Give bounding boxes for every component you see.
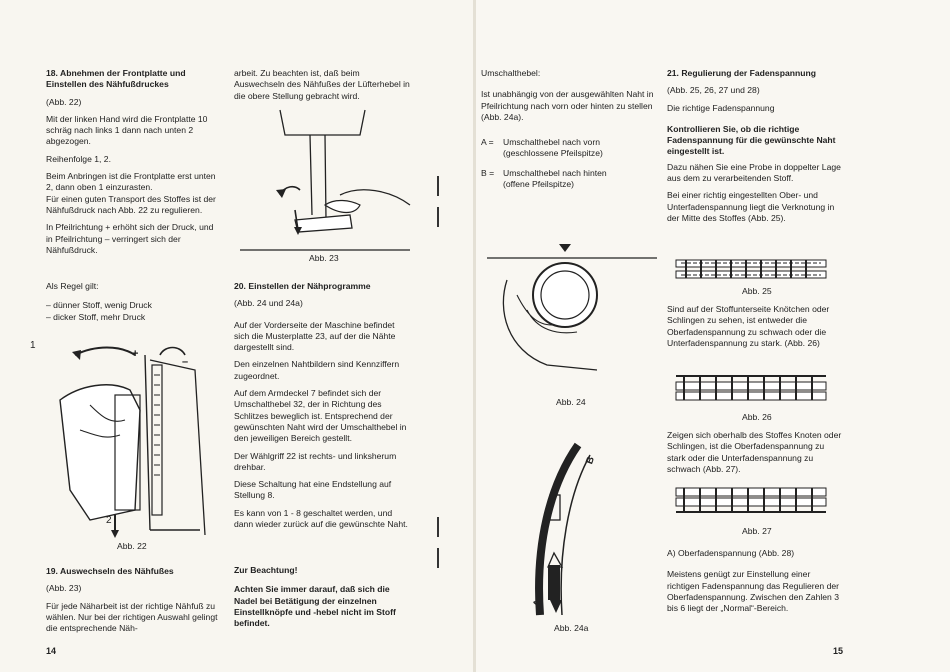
umschalthebel-text: Ist unabhängig von der ausgewählten Naht in Pfeilrichtung nach vorn oder hinten zu stellen (Abb. 24a). xyxy=(481,89,654,122)
definition-a-key: A = xyxy=(481,137,494,148)
section-20-p1: Auf der Vorderseite der Maschine befindet sich die Musterplatte 23, auf der die Nähte dargestellt sind. xyxy=(234,319,396,353)
section-18-p3: Beim Anbringen ist die Frontplatte erst unten 2, dann oben 1 einzurasten. xyxy=(46,171,216,193)
section-18-p5: In Pfeilrichtung + erhöht sich der Druck, und in Pfeilrichtung – verringert sich der Nähfußdruck. xyxy=(46,222,214,255)
figure-22-illustration xyxy=(50,340,220,540)
section-21-ref: (Abb. 25, 26, 27 und 28) xyxy=(667,85,760,96)
figure-26-stitch-diagram xyxy=(676,370,828,406)
figure-25-stitch-diagram xyxy=(676,258,828,282)
section-20-p2: Den einzelnen Nahtbildern sind Kennziffern zugeordnet. xyxy=(234,359,400,381)
note-text: Achten Sie immer darauf, daß sich die Nadel bei Betätigung der einzelnen Einstellknöpfe und -hebel nicht im Stoff befindet. xyxy=(234,584,396,629)
fig24-caption: Abb. 24 xyxy=(556,397,586,407)
page-number-left: 14 xyxy=(46,646,57,656)
figure-23-illustration xyxy=(240,110,410,250)
note-block xyxy=(234,565,410,635)
section-20-p6: Es kann von 1 - 8 geschaltet werden, und dann wieder zurück auf die gewünschte Naht. xyxy=(234,507,408,530)
section-21-p4: Bei einer richtig eingestellten Ober- und Unterfadenspannung liegt die Verknotung in der Mitte des Stoffes (Abb. 25). xyxy=(667,190,835,223)
fig22-label-2: 2 xyxy=(106,515,112,526)
staple-mark xyxy=(437,207,439,227)
section-20-p5: Diese Schaltung hat eine Endstellung auf Stellung 8. xyxy=(234,479,392,501)
definition-a xyxy=(481,137,655,160)
figure-27-stitch-diagram xyxy=(676,482,828,518)
fig24a-label-a: A xyxy=(531,598,545,609)
fig22-caption: Abb. 22 xyxy=(117,541,147,551)
rule-item: – dicker Stoff, mehr Druck xyxy=(46,311,146,322)
section-19-p1: Für jede Näharbeit ist der richtige Nähfuß zu wählen. Nur bei der richtigen Auswahl gelingt die entsprechende Näh- xyxy=(46,600,218,634)
definition-b-line1: Umschalthebel nach hinten xyxy=(503,167,607,178)
rule-title: Als Regel gilt: xyxy=(46,281,99,291)
section-19-ref: (Abb. 23) xyxy=(46,583,82,594)
section-21-p2: Kontrollieren Sie, ob die richtige Fadenspannung für die gewünschte Naht eingestellt ist. xyxy=(667,123,836,157)
definition-a-line1: Umschalthebel nach vorn xyxy=(503,137,600,148)
fig22-label-1: 1 xyxy=(30,340,36,351)
figure-24a-illustration xyxy=(530,445,600,620)
staple-mark xyxy=(437,517,439,537)
section-18-title: 18. Abnehmen der Frontplatte und Einstellen des Nähfußdruckes xyxy=(46,68,186,90)
section-a-title: A) Oberfadenspannung (Abb. 28) xyxy=(667,548,795,558)
definition-b-line2: (offene Pfeilspitze) xyxy=(503,179,575,190)
rule-block xyxy=(46,281,221,323)
umschalthebel-title: Umschalthebel: xyxy=(481,68,541,78)
paragraph-26-text: Sind auf der Stoffunterseite Knötchen oder Schlingen zu sehen, ist entweder die Oberfadenspannung zu schwach oder die Unterfadenspannung zu stark. (Abb. 26) xyxy=(667,304,830,348)
section-21-p3: Dazu nähen Sie eine Probe in doppelter Lage aus dem zu verarbeitenden Stoff. xyxy=(667,161,841,184)
figure-24-illustration xyxy=(487,240,657,390)
section-a-text: Meistens genügt zur Einstellung einer richtigen Fadenspannung das Regulieren der Oberfadenspannung. Zwischen den Zahlen 3 bis 6 liegt der „Normal“-Bereich. xyxy=(667,569,839,614)
definition-b xyxy=(481,168,655,191)
section-18-ref: (Abb. 22) xyxy=(46,96,82,107)
paragraph-27-text: Zeigen sich oberhalb des Stoffes Knoten oder Schlingen, ist die Oberfadenspannung zu stark oder die Unterfadenspannung zu schwach (Abb. 27). xyxy=(667,430,842,474)
fig25-caption: Abb. 25 xyxy=(742,286,772,296)
section-19-title: 19. Auswechseln des Nähfußes xyxy=(46,566,174,576)
umschalthebel-block xyxy=(481,68,655,198)
fig23-caption: Abb. 23 xyxy=(309,253,339,263)
section-20-title: 20. Einstellen der Nähprogramme xyxy=(234,281,371,291)
section-21-p1: Die richtige Fadenspannung xyxy=(667,102,775,113)
definition-b-key: B = xyxy=(481,167,495,178)
section-20 xyxy=(234,281,410,536)
section-19 xyxy=(46,566,221,640)
fig22-label-plus: + xyxy=(132,348,139,360)
paragraph-26 xyxy=(667,304,844,355)
page-number-right: 15 xyxy=(833,646,844,656)
rule-item: – dünner Stoff, wenig Druck xyxy=(46,300,152,311)
fig27-caption: Abb. 27 xyxy=(742,526,772,536)
fig26-caption: Abb. 26 xyxy=(742,412,772,422)
section-a-oberfaden xyxy=(667,548,844,620)
paragraph-27 xyxy=(667,430,844,481)
col2-top xyxy=(234,68,410,108)
section-19-continued: arbeit. Zu beachten ist, daß beim Auswechseln des Nähfußes der Lüfterhebel in die obere Stellung gebracht wird. xyxy=(234,68,410,101)
section-20-ref: (Abb. 24 und 24a) xyxy=(234,298,303,309)
fig22-label-minus: – xyxy=(182,356,189,368)
fig24a-caption: Abb. 24a xyxy=(554,623,589,633)
section-18 xyxy=(46,68,221,262)
fig24a-label-b: B xyxy=(584,455,598,466)
section-20-p4: Der Wählgriff 22 ist rechts- und linksherum drehbar. xyxy=(234,450,397,472)
note-title: Zur Beachtung! xyxy=(234,565,298,575)
section-21-title: 21. Regulierung der Fadenspannung xyxy=(667,68,816,78)
section-18-p4: Für einen guten Transport des Stoffes ist der Nähfußdruck nach Abb. 22 zu regulieren. xyxy=(46,193,216,215)
section-18-p1: Mit der linken Hand wird die Frontplatte 10 schräg nach links 1 dann nach unten 2 abgezogen. xyxy=(46,113,208,147)
staple-mark xyxy=(437,176,439,196)
staple-mark xyxy=(437,548,439,568)
section-21 xyxy=(667,68,844,230)
section-18-p2: Reihenfolge 1, 2. xyxy=(46,153,111,164)
section-20-p3: Auf dem Armdeckel 7 befindet sich der Umschalthebel 32, der in Richtung des Schlitzes beweglich ist. Entsprechend der gewünschten Naht wird der Umschalthebel in den jeweiligen Bereich gestellt. xyxy=(234,388,407,444)
definition-a-line2: (geschlossene Pfeilspitze) xyxy=(503,148,603,159)
